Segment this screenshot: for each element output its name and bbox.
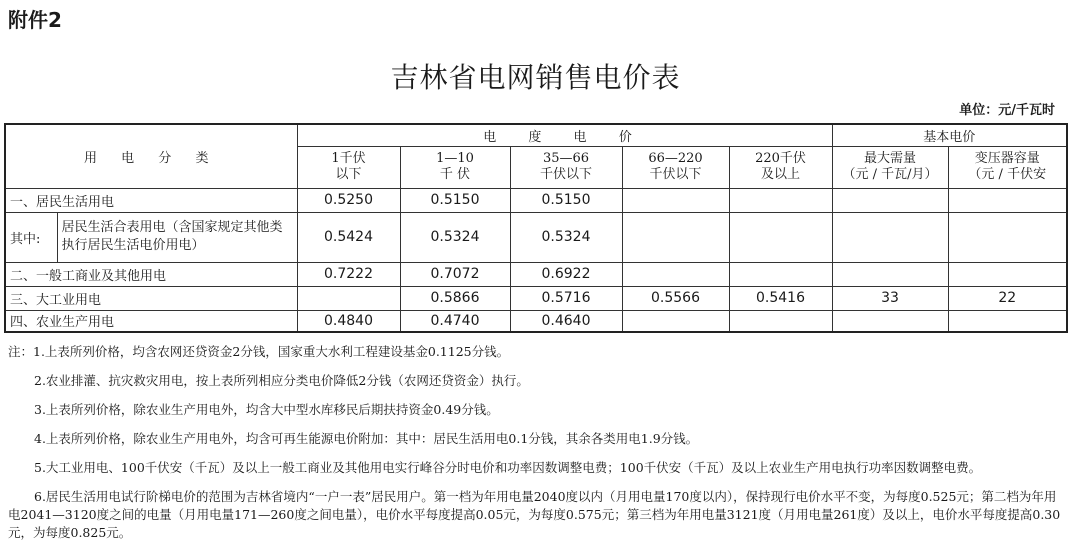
category-header: 用 电 分 类 bbox=[5, 124, 297, 188]
table-cell bbox=[832, 310, 948, 332]
table-cell bbox=[729, 262, 832, 286]
table-cell: 0.4840 bbox=[297, 310, 400, 332]
note-5: 5.大工业用电、100千伏安（千瓦）及以上一般工商业及其他用电实行峰谷分时电价和功率因数调整电费；100千伏安（千瓦）及以上农业生产用电执行功率因数调整电费。 bbox=[34, 460, 982, 475]
table-cell bbox=[832, 212, 948, 262]
price-table bbox=[4, 123, 1068, 333]
table-cell: 33 bbox=[832, 286, 948, 310]
basic-header-capacity bbox=[948, 146, 1067, 188]
table-cell bbox=[622, 262, 729, 286]
row-label: 三、大工业用电 bbox=[5, 286, 297, 310]
table-cell: 0.5324 bbox=[400, 212, 510, 262]
table-row bbox=[5, 286, 1067, 310]
voltage-header-4-line-1: 66—220 bbox=[648, 151, 703, 166]
unit-label: 单位：元/千瓦时 bbox=[959, 103, 1055, 118]
table-row bbox=[5, 262, 1067, 286]
table-cell: 0.5566 bbox=[622, 286, 729, 310]
basic-header-capacity-line-1: 变压器容量 bbox=[974, 151, 1040, 166]
voltage-header-2 bbox=[400, 146, 510, 188]
table-row bbox=[5, 188, 1067, 212]
energy-price-header: 电 度 电 价 bbox=[297, 124, 832, 146]
table-row bbox=[5, 310, 1067, 332]
table-cell: 0.5716 bbox=[510, 286, 622, 310]
table-cell: 0.4640 bbox=[510, 310, 622, 332]
table-cell bbox=[729, 188, 832, 212]
table-cell bbox=[622, 212, 729, 262]
basic-header-capacity-line-2: （元 / 千伏安 bbox=[968, 167, 1047, 182]
table-cell: 0.5150 bbox=[510, 188, 622, 212]
table-cell: 0.5416 bbox=[729, 286, 832, 310]
basic-header-demand bbox=[832, 146, 948, 188]
table-cell bbox=[832, 262, 948, 286]
table-cell: 0.7072 bbox=[400, 262, 510, 286]
note-4: 4.上表所列价格，除农业生产用电外，均含可再生能源电价附加：其中：居民生活用电0.1分钱，其余各类用电1.9分钱。 bbox=[34, 431, 699, 446]
attachment-label: 附件2 bbox=[8, 8, 62, 32]
voltage-header-4-line-2: 千伏以下 bbox=[649, 167, 702, 182]
table-cell bbox=[948, 310, 1067, 332]
table-cell: 0.5424 bbox=[297, 212, 400, 262]
voltage-header-5-line-2: 及以上 bbox=[760, 167, 800, 182]
voltage-header-1 bbox=[297, 146, 400, 188]
basic-price-header: 基本电价 bbox=[832, 124, 1067, 146]
voltage-header-5 bbox=[729, 146, 832, 188]
table-cell bbox=[729, 212, 832, 262]
voltage-header-2-line-2: 千 伏 bbox=[439, 167, 471, 182]
header-row-1 bbox=[5, 124, 1067, 146]
voltage-header-5-line-1: 220千伏 bbox=[755, 151, 806, 166]
table-cell: 0.4740 bbox=[400, 310, 510, 332]
voltage-header-1-line-2: 以下 bbox=[335, 167, 362, 182]
table-cell bbox=[622, 310, 729, 332]
voltage-header-3-line-1: 35—66 bbox=[542, 151, 590, 166]
notes bbox=[8, 343, 1063, 553]
basic-header-demand-line-1: 最大需量 bbox=[863, 151, 916, 166]
table-cell bbox=[948, 188, 1067, 212]
note-2: 2.农业排灌、抗灾救灾用电，按上表所列相应分类电价降低2分钱（农网还贷资金）执行。 bbox=[34, 373, 529, 388]
table-cell bbox=[622, 188, 729, 212]
table-cell bbox=[832, 188, 948, 212]
voltage-header-4 bbox=[622, 146, 729, 188]
table-cell bbox=[729, 310, 832, 332]
voltage-header-3 bbox=[510, 146, 622, 188]
note-3: 3.上表所列价格，除农业生产用电外，均含大中型水库移民后期扶持资金0.49分钱。 bbox=[34, 402, 499, 417]
table-cell: 0.5150 bbox=[400, 188, 510, 212]
voltage-header-2-line-1: 1—10 bbox=[436, 151, 474, 166]
row-label: 居民生活合表用电（含国家规定其他类执行居民生活电价用电） bbox=[57, 212, 297, 262]
voltage-header-1-line-1: 1千伏 bbox=[331, 151, 366, 166]
table-cell bbox=[297, 286, 400, 310]
table-cell: 0.5866 bbox=[400, 286, 510, 310]
table-cell: 22 bbox=[948, 286, 1067, 310]
row-label: 四、农业生产用电 bbox=[5, 310, 297, 332]
note-6: 6.居民生活用电试行阶梯电价的范围为吉林省境内“一户一表”居民用户。第一档为年用电量2040度以内（月用电量170度以内），保持现行电价水平不变，为每度0.525元；第二档为年用电2041—3120度之间的电量（月用电量171—260度之间电量），电价水平每度提高0.05元，为每度0.575元；第三档为年用电量3121度（月用电量261度）及以上，电价水平每度提高0.30元，为每度0.825元。 bbox=[8, 489, 1061, 540]
row-label: 二、一般工商业及其他用电 bbox=[5, 262, 297, 286]
row-label: 一、居民生活用电 bbox=[5, 188, 297, 212]
table-cell: 0.6922 bbox=[510, 262, 622, 286]
note-1: 注：1.上表所列价格，均含农网还贷资金2分钱，国家重大水利工程建设基金0.1125分钱。 bbox=[8, 344, 510, 359]
table-row bbox=[5, 212, 1067, 262]
page-title: 吉林省电网销售电价表 bbox=[390, 61, 681, 94]
table-cell: 0.7222 bbox=[297, 262, 400, 286]
table-cell: 0.5250 bbox=[297, 188, 400, 212]
table-cell bbox=[948, 262, 1067, 286]
voltage-header-3-line-2: 千伏以下 bbox=[539, 167, 592, 182]
basic-header-demand-line-2: （元 / 千瓦/月） bbox=[842, 167, 938, 182]
row-prefix: 其中: bbox=[5, 212, 57, 262]
table-cell: 0.5324 bbox=[510, 212, 622, 262]
table-cell bbox=[948, 212, 1067, 262]
